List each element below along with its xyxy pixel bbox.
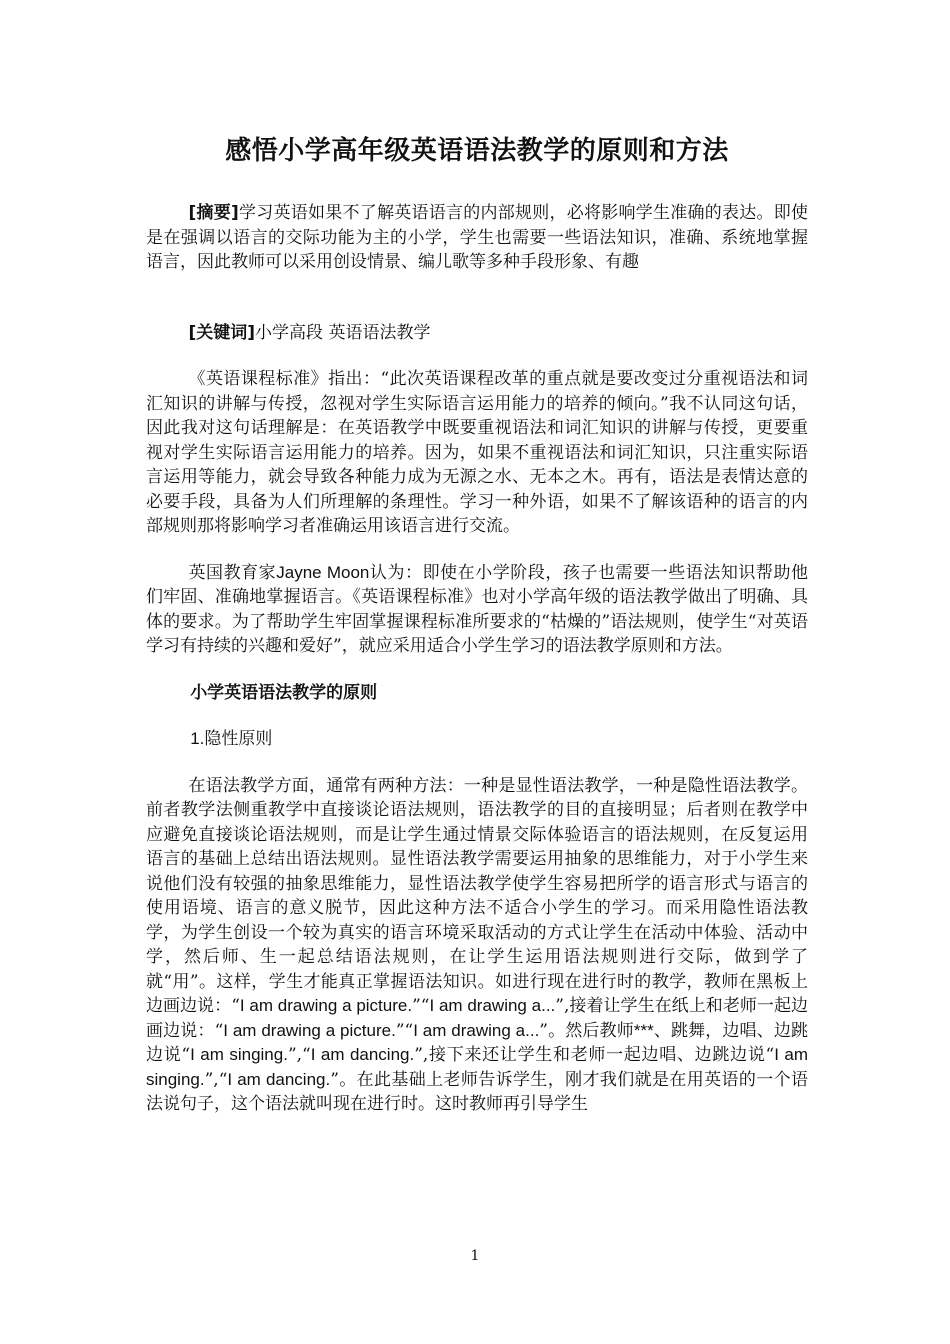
paragraph-3-text: ”,“: [287, 1045, 311, 1065]
page-content: [146, 130, 808, 1139]
paragraph-3-text: ”,接着让学生在纸上和老师一起边画边说：“: [146, 996, 808, 1041]
abstract-paragraph: [146, 201, 808, 275]
english-example: I am drawing a...: [413, 1020, 540, 1040]
body-paragraph-1: 《英语课程标准》指出：“此次英语课程改革的重点就是要改变过分重视语法和词汇知识的讲解与传授，忽视对学生实际语言运用能力的培养的倾向。”我不认同这句话，因此我对这句话理解是：在英语教学中既要重视语法和词汇知识的讲解与传授，更要重视对学生实际语言运用能力的培养。因为，如果不重视语法和词汇知识，只注重实际语言运用等能力，就会导致各种能力成为无源之水、无本之木。再有，语法是表情达意的必要手段，具备为人们所理解的条理性。学习一种外语，如果不了解该语种的语言的内部规则那将影响学习者准确运用该语言进行交流。: [146, 369, 808, 536]
paragraph-2-text-b: 认为：即使在小学阶段，孩子也需要一些语法知识帮助他们牢固、准确地掌握语言。《英语课程标准》也对小学高年级的语法教学做出了明确、具体的要求。为了帮助学生牢固掌握课程标准所要求的“枯燥的”语法规则，使学生“对英语学习有持续的兴趣和爱好”，就应采用适合小学生学习的语法教学原则和方法。: [146, 562, 808, 656]
keywords-paragraph: [146, 321, 808, 346]
body-paragraph-2: [146, 561, 808, 659]
document-title: 感悟小学高年级英语语法教学的原则和方法: [225, 136, 729, 166]
person-name: Jayne Moon: [276, 562, 370, 582]
section-heading: 小学英语语法教学的原则: [190, 682, 378, 703]
english-example: I am drawing a picture.: [239, 996, 413, 1015]
paragraph-3-text: ”“: [412, 996, 430, 1016]
paragraph-3-text: 、跳舞，边唱、边跳边说“: [146, 1020, 808, 1065]
english-example: I am singing.: [190, 1045, 288, 1064]
page-number: 1: [470, 1248, 480, 1264]
english-example: I am drawing a...: [429, 996, 556, 1015]
redacted-text: ***: [633, 1020, 654, 1040]
paragraph-3-text: 在语法教学方面，通常有两种方法：一种是显性语法教学，一种是隐性语法教学。前者教学法侧重教学中直接谈论语法规则，语法教学的目的直接明显；后者则在教学中应避免直接谈论语法规则，而是让学生通过情景交际体验语言的语法规则，在反复运用语言的基础上总结出语法规则。显性语法教学需要运用抽象的思维能力，对于小学生来说他们没有较强的抽象思维能力，显性语法教学使学生容易把所学的语言形式与语言的使用语境、语言的意义脱节，因此这种方法不适合小学生的学习。而采用隐性语法教学，为学生创设一个较为真实的语言环境采取活动的方式让学生在活动中体验、活动中学，然后师、生一起总结语法规则，在让学生运用语法规则进行交际，做到学了就“用”。这样，学生才能真正掌握语法知识。如进行现在进行时的教学，教师在黑板上边画边说：“: [146, 775, 808, 1016]
abstract-label: [摘要]: [188, 203, 239, 223]
keywords-text: 小学高段 英语语法教学: [255, 322, 431, 343]
paragraph-3-text: ”,“: [204, 1069, 228, 1090]
keywords-label: [关键词]: [188, 322, 256, 343]
english-example: I am dancing.: [227, 1069, 331, 1089]
paragraph-3-text: ”“: [395, 1020, 414, 1041]
subsection-number: 1.: [190, 729, 205, 748]
subsection-title: 隐性原则: [204, 729, 273, 749]
paragraph-3-text: ”。在此基础上老师告诉学生，刚才我们就是在用英语的一个语法说句子，这个语法就叫现在进行时。这时教师再引导学生: [146, 1069, 808, 1114]
body-paragraph-3: [146, 774, 808, 1117]
paragraph-2-text-a: 英国教育家: [188, 562, 277, 583]
english-example: I am singing.: [146, 1045, 808, 1089]
paragraph-3-text: ”。然后教师: [539, 1020, 634, 1041]
english-example: I am drawing a picture.: [223, 1020, 396, 1040]
subsection-heading: [146, 727, 808, 752]
abstract-text: 学习英语如果不了解英语语言的内部规则，必将影响学生准确的表达。即使是在强调以语言的交际功能为主的小学，学生也需要一些语法知识，准确、系统地掌握语言，因此教师可以采用创设情景、编儿歌等多种手段形象、有趣: [146, 203, 809, 272]
paragraph-3-text: ”,接下来还让学生和老师一起边唱、边跳边说“: [414, 1045, 775, 1065]
english-example: I am dancing.: [310, 1045, 415, 1064]
